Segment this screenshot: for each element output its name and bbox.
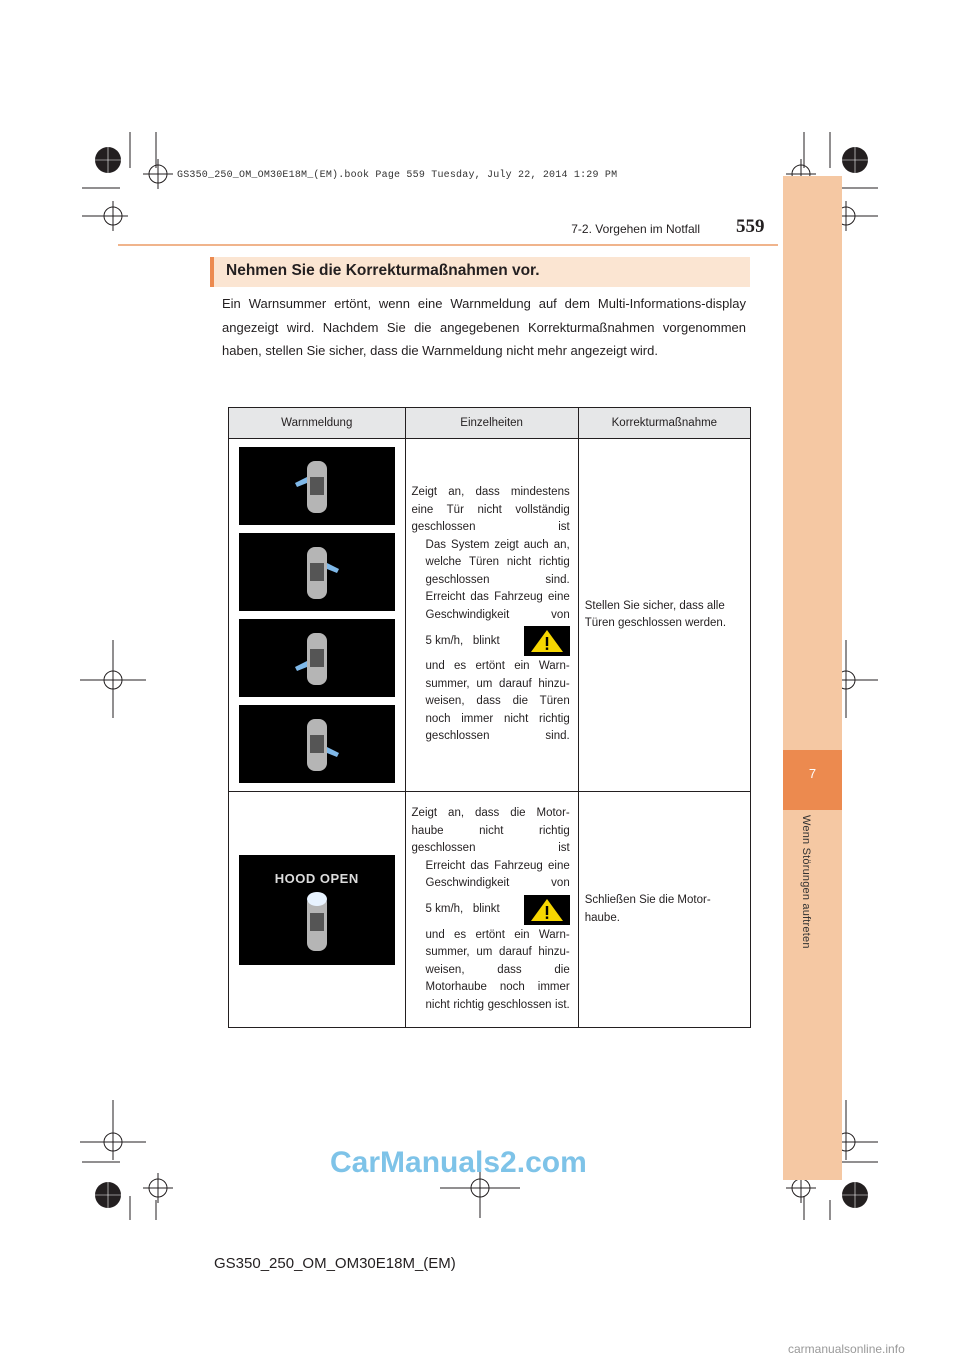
intro-paragraph: Ein Warnsummer ertönt, wenn eine Warnmeldung auf dem Multi-Informations-display angezeigt wird. Nachdem Sie die angegebenen Korrekturmaßnahmen vorgenommen haben, stellen Sie sicher, dass die Warnmeldung nicht mehr angezeigt wird. [222, 296, 746, 358]
page-number: 559 [736, 216, 765, 237]
section-title: 7-2. Vorgehen im Notfall [571, 222, 700, 236]
door-open-rear-right-image [239, 705, 395, 783]
header-divider [118, 244, 778, 246]
hood-warning-details [405, 792, 578, 1028]
details-blink: 5 km/h, blinkt [425, 634, 500, 647]
door-warning-details [405, 439, 578, 792]
chapter-number: 7 [808, 766, 817, 781]
action-text: Schließen Sie die Motor-haube. [584, 894, 711, 924]
warning-triangle-icon [524, 895, 570, 925]
door-warning-action [578, 439, 750, 792]
chapter-title: Wenn Störungen auftreten [800, 815, 812, 949]
footer-link[interactable]: carmanualsonline.info [788, 1342, 905, 1356]
warning-triangle-icon [524, 626, 570, 656]
hood-warning-image-cell [229, 792, 406, 1028]
details-lead: Zeigt an, dass mindestens eine Tür nicht vollständig geschlossen ist [411, 486, 570, 534]
details-sub1: Das System zeigt auch an, welche Türen nicht richtig geschlossen sind. [425, 538, 570, 586]
hood-open-image [239, 855, 395, 965]
section-heading: Nehmen Sie die Korrekturmaßnahmen vor. [226, 262, 540, 279]
door-open-front-right-image [239, 533, 395, 611]
details-sub3: und es ertönt ein Warn-summer, um darauf hinzu-weisen, dass die Türen noch immer nicht richtig geschlossen sind. [425, 660, 570, 743]
chapter-side-tab [783, 176, 842, 1180]
details-sub2: und es ertönt ein Warn-summer, um darauf hinzu-weisen, dass die Motorhaube noch immer nicht richtig geschlossen ist. [425, 928, 570, 1011]
details-blink: 5 km/h, blinkt [425, 902, 500, 915]
action-text: Stellen Sie sicher, dass alle Türen geschlossen werden. [584, 599, 727, 629]
table-row [229, 439, 751, 792]
header-warnmeldung: Warnmeldung [229, 408, 406, 439]
hood-open-label: HOOD OPEN [274, 870, 359, 886]
details-sub1: Erreicht das Fahrzeug eine Geschwindigkeit von [425, 859, 570, 889]
door-open-front-left-image [239, 447, 395, 525]
header-korrekturmassnahme: Korrekturmaßnahme [578, 408, 750, 439]
details-sub2: Erreicht das Fahrzeug eine Geschwindigkeit von [425, 591, 570, 621]
door-warning-images [229, 439, 406, 792]
door-open-rear-left-image [239, 619, 395, 697]
header-einzelheiten: Einzelheiten [405, 408, 578, 439]
details-lead: Zeigt an, dass die Motor-haube nicht richtig geschlossen ist [411, 807, 570, 854]
warning-table [228, 407, 751, 1028]
table-row [229, 792, 751, 1028]
model-code: GS350_250_OM_OM30E18M_(EM) [214, 1255, 456, 1272]
book-header: GS350_250_OM_OM30E18M_(EM).book Page 559 Tuesday, July 22, 2014 1:29 PM [177, 170, 618, 181]
hood-warning-action [578, 792, 750, 1028]
watermark: CarManuals2.com [330, 1146, 587, 1179]
